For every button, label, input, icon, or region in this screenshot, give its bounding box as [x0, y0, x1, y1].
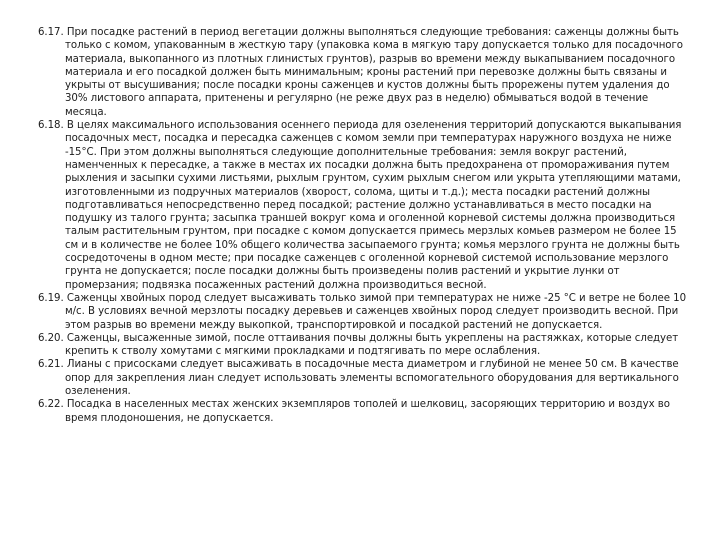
paragraph-text: При посадке растений в период вегетации должны выполняться следующие требования: саженцы должны быть только с комом, упакованным в жесткую тару (упаковка кома в мягкую тару допускается только для посадочного материала, выкопанного из плотных глинистых грунтов), разрыв во времени между выкапыванием посадочного материала и его посадкой должен быть минимальным; кроны растений при перевозке должны быть связаны и укрыты от высушивания; после посадки кроны саженцев и кустов должны быть прорежены путем удаления до 30% листового аппарата, притенены и регулярно (не реже двух раз в неделю) обмываться водой в течение месяца. — [65, 27, 683, 118]
paragraph-number: 6.21. — [38, 359, 64, 371]
paragraph-text: Саженцы хвойных пород следует высаживать только зимой при температурах не ниже -25 °С и ветре не более 10 м/с. В условиях вечной мерзлоты посадку деревьев и саженцев хвойных пород следует производить весной. При этом разрыв во времени между выкопкой, транспортировкой и посадкой растений не допускается. — [65, 292, 687, 331]
paragraph-text: Саженцы, высаженные зимой, после оттаивания почвы должны быть укреплены на растяжках, которые следует крепить к стволу хомутами с мягкими прокладками и подтягивать по мере ослабления. — [65, 332, 679, 358]
paragraph-text: Посадка в населенных местах женских экземпляров тополей и шелковиц, засоряющих территорию и воздух во время плодоношения, не допускается. — [65, 399, 670, 424]
paragraph-6-17 — [38, 26, 688, 119]
paragraph-6-19 — [38, 292, 688, 332]
paragraph-text: Лианы с присосками следует высаживать в посадочные места диаметром и глубиной не менее 50 см. В качестве опор для закрепления лиан следует использовать элементы вспомогательного оборудования для вертикального озеленения. — [65, 359, 679, 398]
paragraph-number: 6.18. — [38, 120, 64, 132]
paragraph-number: 6.19. — [38, 292, 64, 304]
paragraph-number: 6.17. — [38, 27, 64, 38]
document-page — [38, 26, 688, 425]
paragraph-number: 6.22. — [38, 399, 64, 411]
paragraph-text: В целях максимального использования осеннего периода для озеленения территорий допускаются выкапывания посадочных мест, посадка и пересадка саженцев с комом земли при температурах наружного воздуха не ниже -15°С. При этом должны выполняться следующие дополнительные требования: земля вокруг растений, наменченных к пересадке, а также в местах их посадки должна быть предохранена от промораживания путем рыхления и засыпки сухими листьями, рыхлым грунтом, сухим рыхлым снегом или укрыта утепляющими матами, изготовленными из подручных материалов (хворост, солома, щиты и т.д.); места посадки растений должны подготавливаться непосредственно перед посадкой; растение должно устанавливаться в место посадки на подушку из талого грунта; засыпка траншей вокруг кома и оголенной корневой системы должна производиться талым растительным грунтом, при посадке с комом допускается примесь мерзлых комьев размером не более 15 см и в количестве не более 10% общего количества засыпаемого грунта; комья мерзлого грунта не должны быть сосредоточены в одном месте; при посадке саженцев с оголенной корневой системой использование мерзлого грунта не допускается; после посадки должны быть произведены полив растений и укрытие лунки от промерзания; подвязка посаженных растений должна производиться весной. — [65, 120, 682, 291]
paragraph-6-18 — [38, 119, 688, 292]
paragraph-number: 6.20. — [38, 332, 64, 344]
paragraph-6-21 — [38, 358, 688, 398]
paragraph-6-20 — [38, 332, 688, 359]
paragraph-6-22 — [38, 398, 688, 425]
